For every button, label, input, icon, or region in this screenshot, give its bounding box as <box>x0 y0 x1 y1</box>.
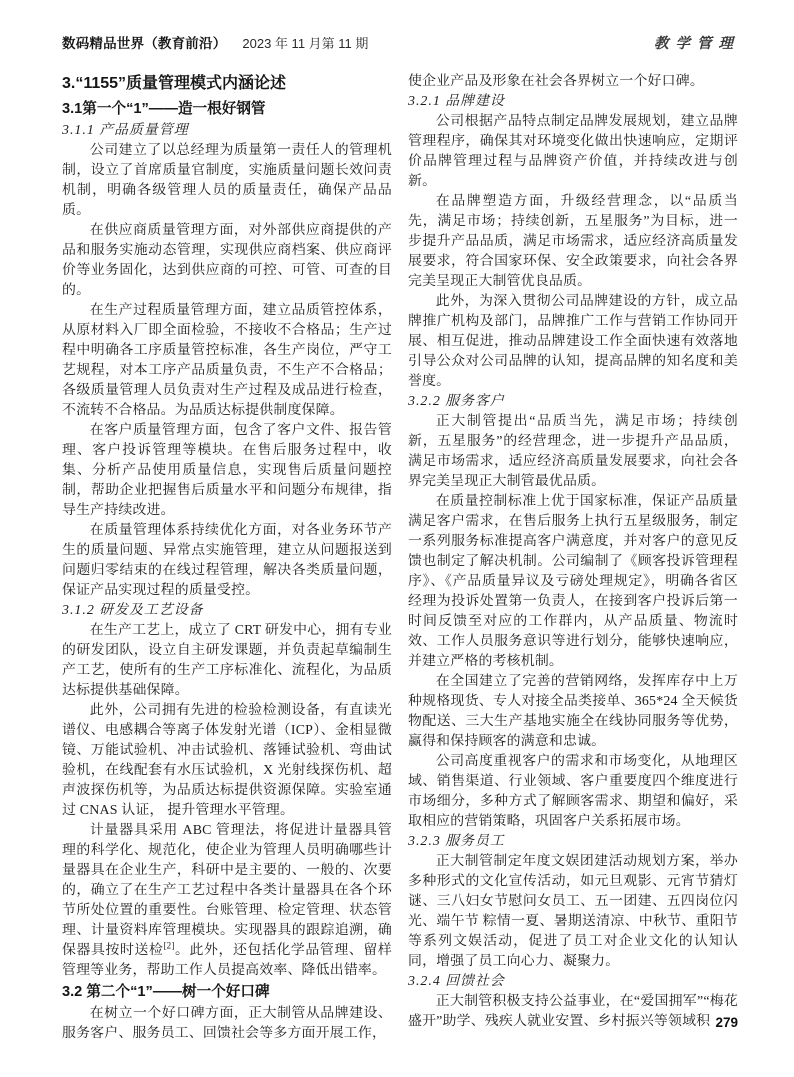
paragraph: 在全国建立了完善的营销网络，发挥库存中上万种规格现货、专人对接全品类接单、365*24 全天候货物配送、三大生产基地实施全在线协同服务等优势，赢得和保持顾客的满意和忠诚。 <box>408 674 738 749</box>
header-left <box>62 32 368 52</box>
paragraph: 正大制管制定年度文娱团建活动规划方案，举办多种形式的文化宣传活动，如元旦观影、元宵节猜灯谜、三八妇女节慰问女员工、五一团建、五四岗位闪光、端午节 粽情一夏、暑期送清凉、中秋节、重阳节等系列文娱活动，促进了员工对企业文化的认知认同，增强了员工向心力、凝聚力。 <box>408 854 738 969</box>
paragraph: 在客户质量管理方面，包含了客户文件、报告管理、客户投诉管理等模块。在售后服务过程中，收集、分析产品使用质量信息，实现售后质量问题控制，帮助企业把握售后质量水平和问题分布规律，指导生产持续改进。 <box>62 423 392 518</box>
subsection-heading-3-1: 3.1第一个“1”——造一根好钢管 <box>62 101 266 117</box>
page-header <box>62 32 740 53</box>
section-heading: 3.“1155”质量管理模式内涵论述 <box>62 75 287 92</box>
article-body <box>62 72 738 1044</box>
paragraph: 正大制管积极支持公益事业，在“爱国拥军”“梅花盛开”助学、残疾人就业安置、乡村振兴等领域积 <box>408 994 738 1029</box>
left-column <box>62 72 392 1044</box>
section-label: 教学管理 <box>654 35 740 52</box>
right-column <box>408 72 738 1044</box>
paragraph: 在质量控制标准上优于国家标准，保证产品质量满足客户需求，在售后服务上执行五星级服务，制定一系列服务标准提高客户满意度，并对客户的意见反馈也制定了解决机制。公司编制了《顾客投诉管理程序》、《产品质量异议及亏磅处理规定》，明确各省区经理为投诉处置第一负责人，在接到客户投诉后第一时间反馈至对应的工作群内，从产品质量、物流时效、工作人员服务意识等进行划分，能够快速响应，并建立严格的考核机制。 <box>408 494 738 669</box>
citation-marker: [2] <box>163 940 175 951</box>
paragraph-continuation: 使企业产品及形象在社会各界树立一个好口碑。 <box>408 74 704 89</box>
paragraph-text: 。此外，还包括化学品管理、留样管理等业务，帮助工作人员提高效率、降低出错率。 <box>62 943 392 978</box>
subsubsection-heading-3-1-1: 3.1.1 产品质量管理 <box>62 123 189 138</box>
subsubsection-heading-3-2-1: 3.2.1 品牌建设 <box>408 94 505 109</box>
paragraph: 此外，为深入贯彻公司品牌建设的方针，成立品牌推广机构及部门，品牌推广工作与营销工作协同开展、相互促进，推动品牌建设工作全面快速有效落地引导公众对公司品牌的认知，提高品牌的知名度和美誉度。 <box>408 294 738 389</box>
paragraph: 在树立一个好口碑方面，正大制管从品牌建设、服务客户、服务员工、回馈社会等多方面开展工作， <box>62 1006 392 1041</box>
paragraph-with-citation <box>62 821 392 981</box>
issue-info: 2023 年 11 月第 11 期 <box>242 36 369 51</box>
subsubsection-heading-3-2-4: 3.2.4 回馈社会 <box>408 974 505 989</box>
paragraph: 在生产过程质量管理方面，建立品质管控体系，从原材料入厂即全面检验，不接收不合格品；生产过程中明确各工序质量管控标准，各生产岗位，严守工艺规程，对本工序产品质量负责，不生产不合格品；各级质量管理人员负责对生产过程及成品进行检查，不流转不合格品。为品质达标提供制度保障。 <box>62 303 392 418</box>
subsection-heading-3-2: 3.2 第二个“1”——树一个好口碑 <box>62 984 270 1000</box>
page-number: 279 <box>715 1015 738 1030</box>
paragraph: 在质量管理体系持续优化方面，对各业务环节产生的质量问题、异常点实施管理，建立从问题报送到问题归零结束的在线过程管理，解决各类质量问题，保证产品实现过程的质量受控。 <box>62 523 392 598</box>
paragraph: 此外，公司拥有先进的检验检测设备，有直读光谱仪、电感耦合等离子体发射光谱（ICP）、金相显微镜、万能试验机、冲击试验机、落锤试验机、弯曲试验机，在线配套有水压试验机，X 光射线探伤机、超声波探伤机等，为品质达标提供资源保障。实验室通过 CNAS 认证， 提升管理水平管理。 <box>62 703 392 818</box>
subsubsection-heading-3-2-3: 3.2.3 服务员工 <box>408 834 505 849</box>
paragraph: 在供应商质量管理方面，对外部供应商提供的产品和服务实施动态管理，实现供应商档案、供应商评价等业务固化，达到供应商的可控、可管、可查的目的。 <box>62 223 392 298</box>
subsubsection-heading-3-2-2: 3.2.2 服务客户 <box>408 394 505 409</box>
paragraph-text: 计量器具采用 ABC 管理法，将促进计量器具管理的科学化、规范化，使企业为管理人员明确哪些计量器具在企业生产，科研中是主要的、一般的、次要的，确立了在生产工艺过程中各类计量器具在各个环节所处位置的重要性。台账管理、检定管理、状态管理、计量资料库管理模块。实现器具的跟踪追溯，确保器具按时送检 <box>62 823 392 958</box>
paragraph: 在品牌塑造方面，升级经营理念，以“品质当先，满足市场；持续创新，五星服务”为目标，进一步提升产品品质，满足市场需求，适应经济高质量发展要求，符合国家环保、安全政策要求，向社会各界完美呈现正大制管优良品质。 <box>408 194 738 289</box>
journal-title: 数码精品世界（教育前沿） <box>62 36 227 51</box>
paragraph: 公司根据产品特点制定品牌发展规划，建立品牌管理程序，确保其对环境变化做出快速响应，定期评价品牌管理过程与品牌资产价值，并持续改进与创新。 <box>408 114 738 189</box>
paragraph: 公司建立了以总经理为质量第一责任人的管理机制，设立了首席质量官制度，实施质量问题长效问责机制，明确各级管理人员的质量责任，确保产品品质。 <box>62 143 392 218</box>
paragraph: 在生产工艺上，成立了 CRT 研发中心，拥有专业的研发团队，设立自主研发课题，并负责起草编制生产工艺，使所有的生产工序标准化、流程化，为品质达标提供基础保障。 <box>62 623 392 698</box>
paragraph: 公司高度重视客户的需求和市场变化，从地理区域、销售渠道、行业领域、客户重要度四个维度进行市场细分，多种方式了解顾客需求、期望和偏好，采取相应的营销策略，巩固客户关系拓展市场。 <box>408 754 738 829</box>
paragraph: 正大制管提出“品质当先，满足市场；持续创新，五星服务”的经营理念，进一步提升产品品质，满足市场需求，适应经济高质量发展要求，向社会各界完美呈现正大制管最优品质。 <box>408 414 738 489</box>
subsubsection-heading-3-1-2: 3.1.2 研发及工艺设备 <box>62 603 204 618</box>
